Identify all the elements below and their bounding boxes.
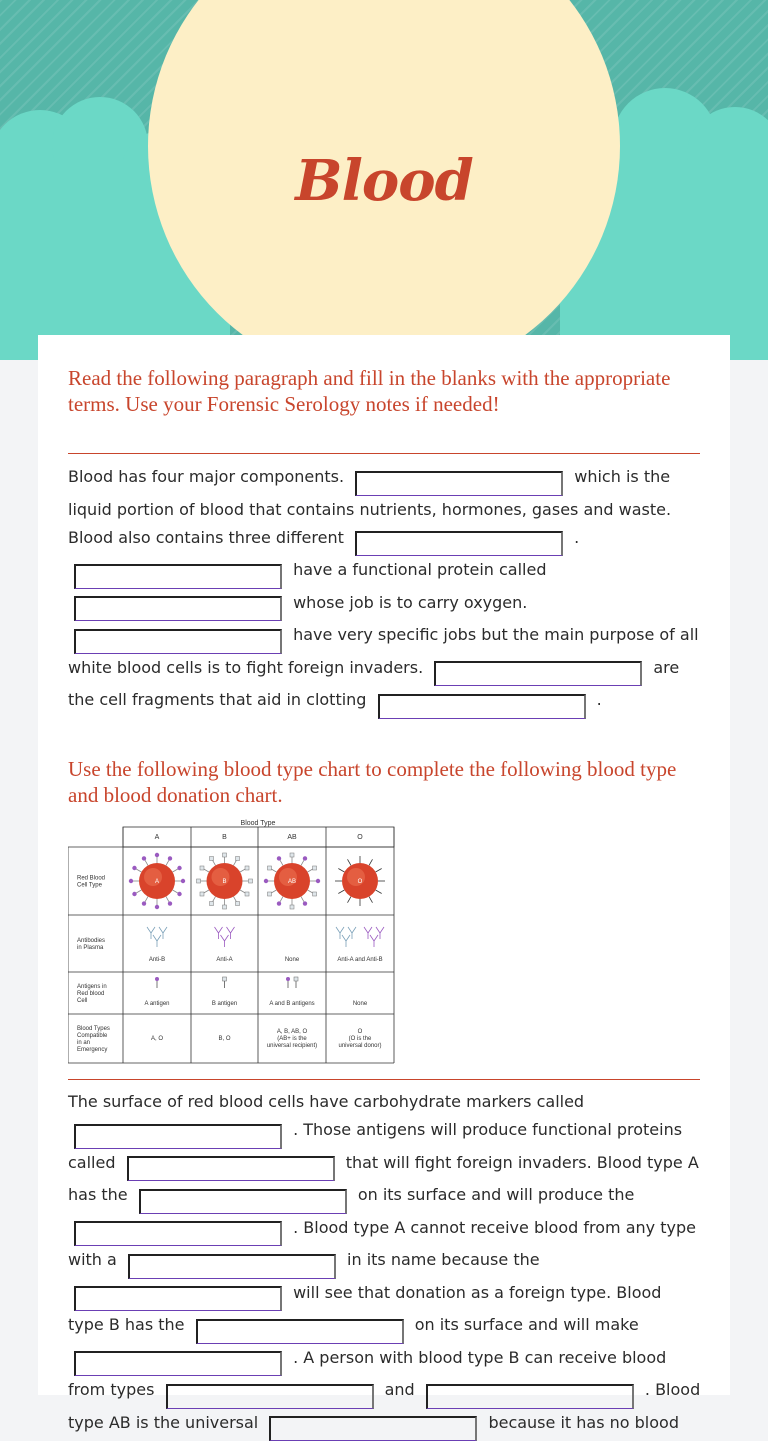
section2-text: The surface of red blood cells have carbohydrate markers called [68,1092,585,1111]
antigen-a-marker [132,892,136,896]
antigen-b-marker [245,866,249,870]
cell-type-label: O [357,879,363,885]
antigen-a-marker [303,901,307,905]
blank-anti-b-antibodies[interactable] [74,1286,282,1311]
antibody-shape [376,927,384,939]
antigen-b-marker [197,879,201,883]
chart-cell-value: O (O is the universal donor) [338,1029,382,1049]
blank-white-blood-cells[interactable] [74,629,282,654]
chart-cell-value: Anti-B [148,957,166,963]
section2-heading: Use the following blood type chart to complete the following blood type and blood donation chart. [68,757,677,807]
page-title: Blood [295,148,473,214]
chart-row-label: Red Blood Cell Type [77,875,106,889]
antigen-pin-b [294,977,298,981]
blank-anti-b[interactable] [74,1221,282,1246]
rbc-type-o [335,856,385,906]
chart-cell-value: A antigen [144,1001,170,1007]
blank-antibodies[interactable] [127,1156,335,1181]
antibody-shape [147,927,155,939]
antigen-spike [338,890,344,894]
chart-column-label: O [357,834,363,841]
section1-text: which is the liquid portion of blood that contains nutrients, hormones, gases and waste. Blood also contains three different [68,467,672,547]
blank-hemoglobin[interactable] [74,596,282,621]
section1-text: whose job is to carry oxygen. [293,592,528,612]
cell-type-label: A [154,879,160,885]
blank-a-antigen[interactable] [139,1189,347,1214]
blank-donor-o[interactable] [426,1384,634,1409]
antigen-a-marker [132,866,136,870]
antibody-glyph [215,927,223,939]
section1-text: are the cell fragments that aid in clotting [68,657,680,709]
antigen-a-marker [277,856,281,860]
antigen-b-marker [200,892,204,896]
antigen-spike [338,869,344,873]
blank-antigens[interactable] [74,1124,282,1149]
rbc-type-a [129,853,185,909]
antibody-shape [153,935,161,947]
section2-divider [68,1079,700,1080]
blank-b[interactable] [128,1254,336,1279]
section2-text: will see that donation as a foreign type. Blood type B has the [68,1282,662,1334]
section1-text: . [574,527,580,547]
chart-row-label: Antigens in Red blood Cell [77,984,107,1004]
section2-text: . A person with blood type B can receive blood from types [68,1347,667,1399]
antibody-glyph [147,927,155,939]
antigen-b-marker [200,866,204,870]
section2-text: and [384,1380,415,1399]
antigen-pin-a [286,977,290,981]
antibody-glyph [336,927,344,939]
antibody-shape [221,935,229,947]
antigen-a-marker [181,879,185,883]
cell-type-label: AB [287,879,297,885]
antibody-shape [348,927,356,939]
chart-column-label: B [222,834,227,841]
chart-cell-value: None [352,1001,368,1007]
chart-header-box [123,827,394,847]
chart-cell-value: A, O [150,1036,164,1042]
chart-cell-value: A, B, AB, O (AB+ is the universal recipient) [266,1029,318,1049]
chart-cell-value: Anti-A and Anti-B [337,957,383,963]
antigen-b-marker [313,866,317,870]
worksheet-card [38,335,730,1432]
antigen-b-marker [249,879,253,883]
blank-anti-a[interactable] [74,1351,282,1376]
rbc-type-ab [264,853,320,909]
antibody-glyph [348,927,356,939]
antigen-pin-b [223,977,227,981]
antigen-b-marker [210,856,214,860]
antigen-a-marker [168,901,172,905]
antigen-a-marker [177,866,181,870]
chart-cell-value: Anti-A [216,957,233,963]
antigen-a-marker [129,879,133,883]
antigen-a-marker [142,856,146,860]
antigen-pin-a [155,977,159,981]
antibody-shape [227,927,235,939]
chart-column-label: AB [287,834,297,841]
antibody-shape [336,927,344,939]
chart-title: Blood Type [240,820,276,827]
antigen-a-marker [277,901,281,905]
cell-type-label: B [222,879,227,885]
antibody-shape [342,935,350,947]
chart-row-label: Antibodies in Plasma [77,938,106,951]
chart-row-label: Blood Types Compatible in an Emergency [77,1026,110,1053]
blank-formed-elements[interactable] [355,531,563,556]
antibody-glyph [227,927,235,939]
chart-cell-value: None [284,957,300,963]
antigen-b-marker [236,856,240,860]
antigen-b-marker [267,866,271,870]
antigen-spike [348,897,352,903]
section1-divider [68,453,700,454]
blank-donor-b[interactable] [166,1384,374,1409]
antigen-b-marker [290,905,294,909]
section2-text: . Blood type AB is the universal [68,1380,701,1432]
antigen-spike [376,890,382,894]
antigen-b-marker [245,892,249,896]
section2-text: because it has no blood [488,1412,679,1432]
header-banner [0,0,768,360]
cell-highlight [144,868,162,886]
antibody-glyph [364,927,372,939]
section1-text: have very specific jobs but the main purpose of all white blood cells is to fight foreign invaders. [68,625,699,677]
section1-text: have a functional protein called [293,560,547,579]
antigen-a-marker [303,856,307,860]
chart-cell-value: B, O [218,1036,231,1042]
section1-text: Blood has four major components. [68,467,345,486]
antibody-shape [370,935,378,947]
antigen-b-marker [290,853,294,857]
blank-clotting[interactable] [378,694,586,719]
antigen-b-marker [267,892,271,896]
section2-text: . Blood type A cannot receive blood from any type with a [68,1217,696,1269]
antigen-b-marker [210,902,214,906]
blank-b-antigen[interactable] [196,1319,404,1344]
antigen-a-marker [155,905,159,909]
rbc-type-b [197,853,253,909]
antibody-glyph [342,935,350,947]
antigen-a-marker [142,901,146,905]
antibody-shape [364,927,372,939]
section2-text: on its surface and will make [414,1315,639,1334]
section2-text: on its surface and will produce the [357,1185,635,1204]
chart-cell-value: A and B antigens [269,1001,315,1007]
antibody-glyph [370,935,378,947]
section1-paragraph [68,463,702,719]
antibody-glyph [159,927,167,939]
antigen-spike [376,869,382,873]
antibody-shape [215,927,223,939]
section2-text: in its name because the [347,1250,540,1269]
antigen-a-marker [177,892,181,896]
antigen-spike [348,859,352,865]
section2-text: . Those antigens will produce functional proteins called [68,1120,683,1172]
section1-heading: Read the following paragraph and fill in the blanks with the appropriate terms. Use your Forensic Serology notes if needed! [68,366,671,416]
antigen-spike [369,897,373,903]
antigen-a-marker [155,853,159,857]
cell-highlight [212,868,230,886]
chart-column-label: A [154,834,160,841]
blank-plasma[interactable] [355,471,563,496]
antigen-spike [369,859,373,865]
antibody-glyph [153,935,161,947]
section2-text: that will fight foreign invaders. Blood type A has the [68,1152,699,1204]
antibody-shape [159,927,167,939]
blank-platelets[interactable] [434,661,642,686]
antigen-a-marker [168,856,172,860]
chart-grid [68,827,394,1063]
blood-type-chart [68,815,398,1071]
chart-cell-value: B antigen [211,1001,238,1007]
antigen-b-marker [223,905,227,909]
antigen-b-marker [223,853,227,857]
antibody-glyph [221,935,229,947]
antibody-glyph [376,927,384,939]
antigen-b-marker [313,892,317,896]
section2-paragraph [68,1088,702,1441]
blank-red-blood-cells[interactable] [74,564,282,589]
blank-recipient[interactable] [269,1416,477,1441]
section1-text: . [596,690,602,709]
antigen-b-marker [236,902,240,906]
antigen-a-marker [264,879,268,883]
antigen-a-marker [316,879,320,883]
